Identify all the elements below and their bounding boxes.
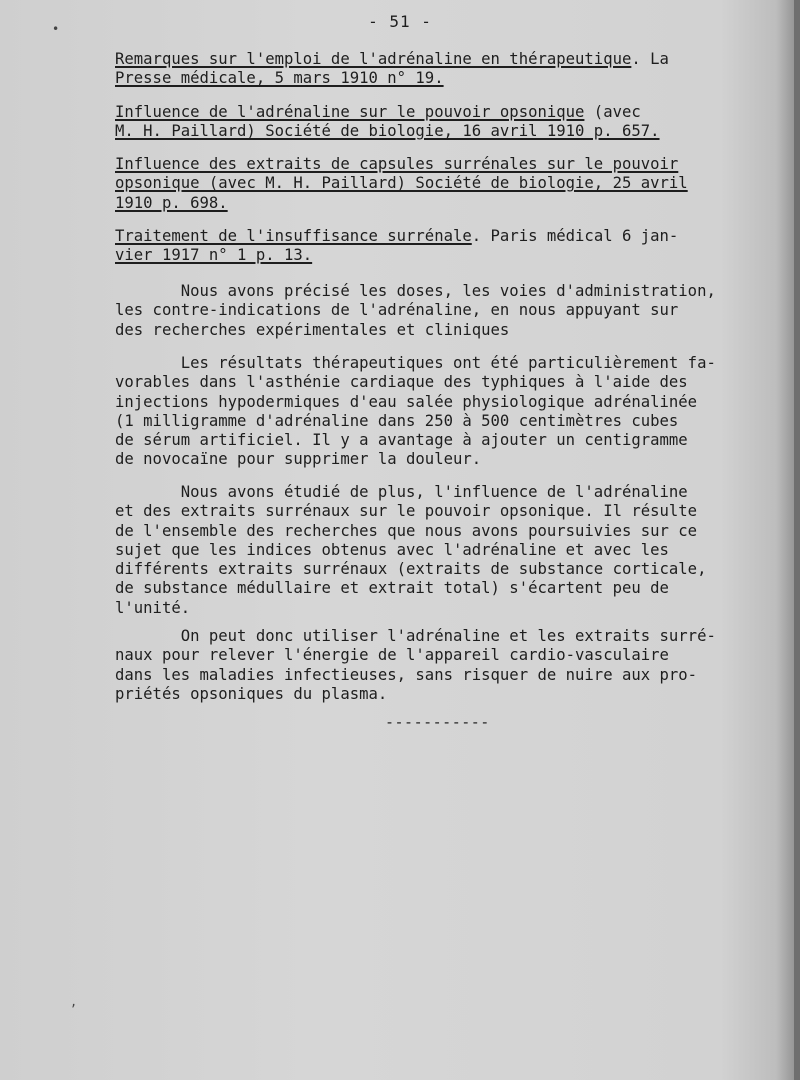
reference-source: vier 1917 n° 1 p. 13. xyxy=(115,246,313,265)
paragraph-line: de substance médullaire et extrait total) s'écartent peu de xyxy=(115,579,669,598)
reference-text: . La xyxy=(631,50,669,68)
paragraph-line: Nous avons précisé les doses, les voies d'administration, xyxy=(115,282,716,300)
paragraph-line: sujet que les indices obtenus avec l'adrénaline et avec les xyxy=(115,540,669,559)
reference-title: Influence de l'adrénaline sur le pouvoir opsonique xyxy=(115,103,585,121)
paragraph-2 xyxy=(115,354,785,470)
reference-line xyxy=(115,194,765,213)
section-divider: ----------- xyxy=(385,713,490,731)
paragraph-line: vorables dans l'asthénie cardiaque des typhiques à l'aide des xyxy=(115,373,688,392)
reference-4 xyxy=(115,227,765,266)
paragraph-line: et des extraits surrénaux sur le pouvoir opsonique. Il résulte xyxy=(115,502,698,521)
page-number: - 51 - xyxy=(368,12,432,31)
page-edge-shadow xyxy=(794,0,800,1080)
paragraph-line: Nous avons étudié de plus, l'influence de l'adrénaline xyxy=(115,483,688,501)
paragraph-line: de sérum artificiel. Il y a avantage à ajouter un centigramme xyxy=(115,431,688,450)
margin-mark: • xyxy=(52,22,60,36)
reference-title: opsonique xyxy=(115,174,200,193)
paragraph-line: dans les maladies infectieuses, sans risquer de nuire aux pro- xyxy=(115,665,698,684)
reference-line xyxy=(115,103,765,122)
reference-title: Influence des extraits de capsules surrénales sur le pouvoir xyxy=(115,155,679,173)
reference-source: M. H. Paillard) Société de biologie, 16 avril 1910 p. 657. xyxy=(115,122,660,141)
paragraph-line: Les résultats thérapeutiques ont été particulièrement fa- xyxy=(115,354,716,372)
paragraph-4 xyxy=(115,627,785,704)
paragraph-line: (1 milligramme d'adrénaline dans 250 à 500 centimètres cubes xyxy=(115,411,679,430)
reference-line xyxy=(115,122,765,141)
reference-3 xyxy=(115,155,765,213)
paragraph-line: priétés opsoniques du plasma. xyxy=(115,684,388,703)
reference-line xyxy=(115,246,765,265)
reference-text: (avec xyxy=(584,103,641,121)
paragraph-line: On peut donc utiliser l'adrénaline et les extraits surré- xyxy=(115,627,716,645)
reference-2 xyxy=(115,103,765,142)
paragraph-line: différents extraits surrénaux (extraits de substance corticale, xyxy=(115,560,707,579)
margin-mark: , xyxy=(70,995,78,1009)
paragraph-3 xyxy=(115,483,785,618)
reference-1 xyxy=(115,50,765,89)
reference-title: Remarques sur l'emploi de l'adrénaline en thérapeutique xyxy=(115,50,632,68)
paragraph-line: naux pour relever l'énergie de l'appareil cardio-vasculaire xyxy=(115,646,669,665)
reference-line xyxy=(115,155,765,174)
reference-title: Traitement de l'insuffisance surrénale xyxy=(115,227,472,245)
paragraph-1 xyxy=(115,282,785,340)
paragraph-line: injections hypodermiques d'eau salée physiologique adrénalinée xyxy=(115,392,698,411)
paragraph-line: de l'ensemble des recherches que nous avons poursuivies sur ce xyxy=(115,521,698,540)
reference-line xyxy=(115,69,765,88)
reference-source: 1910 p. 698. xyxy=(115,193,228,212)
reference-source: Presse médicale, 5 mars 1910 n° 19. xyxy=(115,69,444,88)
paragraph-line: l'unité. xyxy=(115,598,191,617)
reference-source: (avec M. H. Paillard) Société de biologie, 25 avril xyxy=(199,174,688,193)
reference-line xyxy=(115,50,765,69)
reference-line xyxy=(115,174,765,193)
reference-text: . Paris médical 6 jan- xyxy=(471,227,679,245)
paragraph-line: de novocaïne pour supprimer la douleur. xyxy=(115,450,482,469)
paragraph-line: des recherches expérimentales et cliniques xyxy=(115,320,510,339)
paragraph-line: les contre-indications de l'adrénaline, en nous appuyant sur xyxy=(115,301,679,320)
reference-line xyxy=(115,227,765,246)
